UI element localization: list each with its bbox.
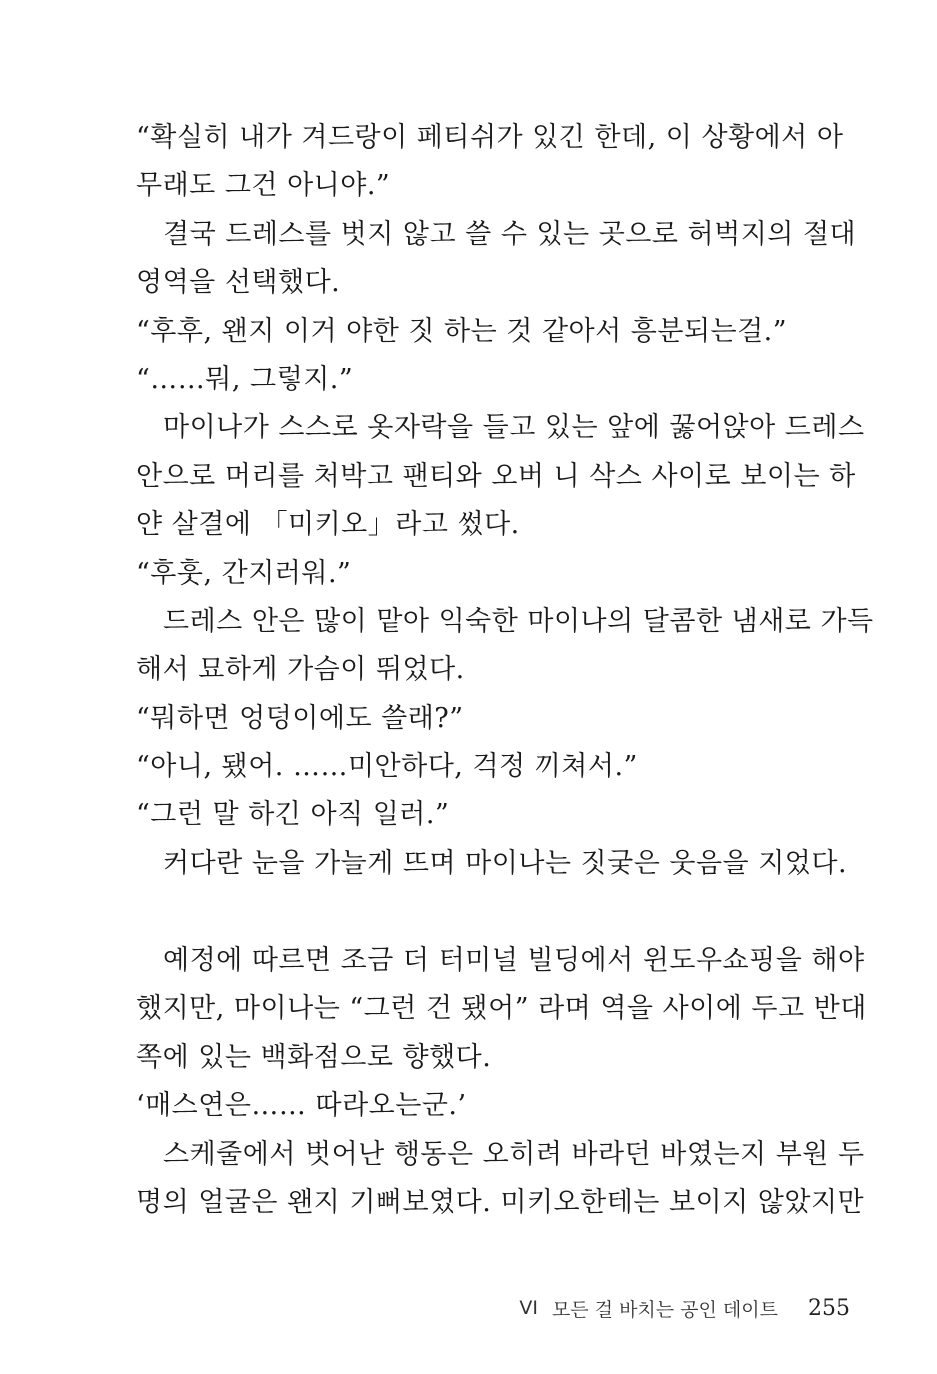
text-line: “후후, 왠지 이거 야한 짓 하는 것 같아서 흥분되는걸.”: [136, 315, 788, 347]
chapter-title: 모든 걸 바치는 공인 데이트: [551, 1298, 778, 1321]
body-text-section-2: [136, 937, 867, 1227]
body-text-section-1: [136, 114, 874, 888]
text-line: 무래도 그건 아니야.”: [136, 170, 391, 202]
text-line: 명의 얼굴은 왠지 기뻐보였다. 미키오한테는 보이지 않았지만: [136, 1186, 865, 1218]
text-line: 안으로 머리를 처박고 팬티와 오버 니 삭스 사이로 보이는 하: [136, 460, 856, 492]
text-line: “후훗, 간지러워.”: [136, 557, 352, 589]
text-line: 해서 묘하게 가슴이 뛰었다.: [136, 654, 465, 686]
text-line: 마이나가 스스로 옷자락을 들고 있는 앞에 꿇어앉아 드레스: [163, 412, 865, 444]
text-line: “확실히 내가 겨드랑이 페티쉬가 있긴 한데, 이 상황에서 아: [136, 122, 844, 153]
text-line: 쪽에 있는 백화점으로 향했다.: [136, 1041, 492, 1073]
text-line: 얀 살결에 「미키오」라고 썼다.: [136, 509, 520, 541]
text-line: 영역을 선택했다.: [136, 267, 341, 299]
text-line: 결국 드레스를 벗지 않고 쓸 수 있는 곳으로 허벅지의 절대: [163, 218, 857, 250]
text-line: 했지만, 마이나는 “그런 건 됐어” 라며 역을 사이에 두고 반대: [136, 993, 867, 1025]
text-line: 스케줄에서 벗어난 행동은 오히려 바라던 바였는지 부원 두: [163, 1138, 865, 1170]
chapter-number: VI: [519, 1297, 538, 1319]
text-line: “아니, 됐어. ……미안하다, 걱정 끼쳐서.”: [136, 751, 638, 783]
text-line: “……뭐, 그렇지.”: [136, 363, 354, 395]
text-line: 드레스 안은 많이 맡아 익숙한 마이나의 달콤한 냄새로 가득: [163, 605, 874, 637]
text-line: ‘매스연은…… 따라오는군.’: [136, 1090, 467, 1122]
text-line: “그런 말 하긴 아직 일러.”: [136, 799, 450, 831]
page-number: 255: [808, 1295, 850, 1321]
text-line: 예정에 따르면 조금 더 터미널 빌딩에서 윈도우쇼핑을 해야: [163, 945, 865, 976]
text-line: “뭐하면 엉덩이에도 쓸래?”: [136, 702, 464, 734]
text-line: 커다란 눈을 가늘게 뜨며 마이나는 짓궂은 웃음을 지었다.: [163, 847, 848, 879]
page-footer: [520, 1292, 850, 1324]
